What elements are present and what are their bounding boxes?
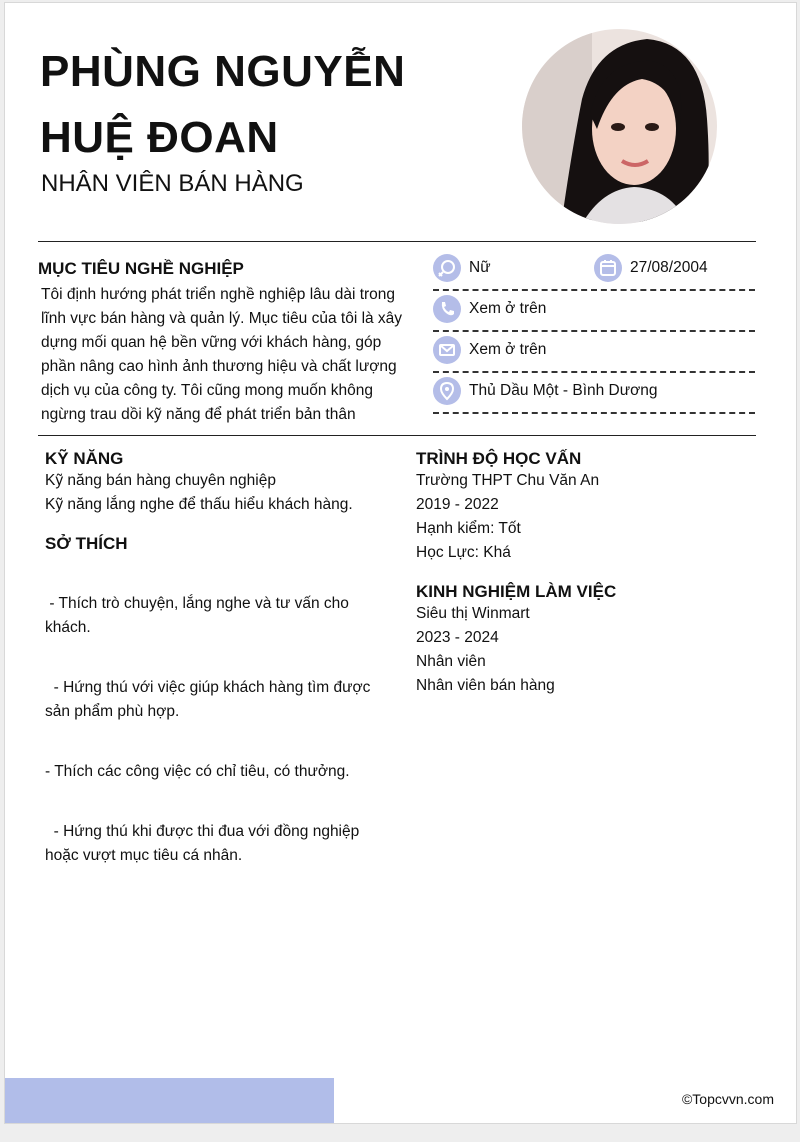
dash-2 xyxy=(433,330,755,332)
hobbies-list xyxy=(45,556,375,904)
job-title: NHÂN VIÊN BÁN HÀNG xyxy=(41,170,304,197)
experience-company: Siêu thị Winmart xyxy=(416,605,530,622)
objective-text: Tôi định hướng phát triển nghề nghiệp lâu dài trong lĩnh vực bán hàng và quản lý. Mục tiêu của tôi là xây dựng mối quan hệ bền vững với khách hàng, góp phần nâng cao hình ảnh thương hiệu và chất lượng dịch vụ của công ty. Tôi cũng mong muốn không ngừng trau dồi kỹ năng để phát triển bản thân xyxy=(41,286,403,423)
dash-1 xyxy=(433,289,755,291)
education-grade: Học Lực: Khá xyxy=(416,544,511,561)
hobby-item: - Thích các công việc có chỉ tiêu, có thưởng. xyxy=(45,763,350,780)
experience-position: Nhân viên xyxy=(416,653,486,670)
email-icon xyxy=(433,336,461,364)
education-details xyxy=(416,469,746,565)
experience-period: 2023 - 2024 xyxy=(416,629,499,646)
skills-list xyxy=(45,469,385,517)
hobbies-heading: SỞ THÍCH xyxy=(45,534,128,553)
objective-heading: MỤC TIÊU NGHỀ NGHIỆP xyxy=(38,259,244,278)
contact-email xyxy=(433,336,755,366)
experience-details xyxy=(416,602,746,698)
contact-address xyxy=(433,377,755,407)
contact-phone xyxy=(433,295,755,325)
profile-photo xyxy=(522,29,717,224)
dash-3 xyxy=(433,371,755,373)
gender-icon xyxy=(433,254,461,282)
hobby-item: - Hứng thú với việc giúp khách hàng tìm được sản phẩm phù hợp. xyxy=(45,679,375,720)
location-icon xyxy=(433,377,461,405)
address-value: Thủ Dầu Một - Bình Dương xyxy=(469,382,658,399)
divider-middle xyxy=(38,435,756,436)
calendar-icon xyxy=(594,254,622,282)
copyright-text: ©Topcvvn.com xyxy=(681,1091,774,1107)
skills-heading: KỸ NĂNG xyxy=(45,449,124,468)
birthday-value: 27/08/2004 xyxy=(630,259,708,276)
divider-top xyxy=(38,241,756,242)
education-period: 2019 - 2022 xyxy=(416,496,499,513)
experience-description: Nhân viên bán hàng xyxy=(416,677,555,694)
gender-value: Nữ xyxy=(469,259,491,276)
dash-4 xyxy=(433,412,755,414)
name-line-1: PHÙNG NGUYỄN xyxy=(40,47,406,96)
hobby-item: - Hứng thú khi được thi đua với đồng nghiệp hoặc vượt mục tiêu cá nhân. xyxy=(45,823,364,864)
candidate-name xyxy=(40,39,460,171)
profile-photo-image xyxy=(522,29,717,224)
phone-value: Xem ở trên xyxy=(469,300,547,317)
education-school: Trường THPT Chu Văn An xyxy=(416,472,600,489)
name-line-2: HUỆ ĐOAN xyxy=(40,113,279,162)
education-conduct: Hạnh kiểm: Tốt xyxy=(416,520,521,537)
experience-heading: KINH NGHIỆM LÀM VIỆC xyxy=(416,582,617,601)
contact-birthday xyxy=(594,254,754,284)
footer-bar xyxy=(5,1078,334,1123)
cv-page xyxy=(4,2,797,1124)
skill-item: Kỹ năng lắng nghe để thấu hiểu khách hàng. xyxy=(45,496,353,513)
phone-icon xyxy=(433,295,461,323)
skill-item: Kỹ năng bán hàng chuyên nghiệp xyxy=(45,472,276,489)
hobby-item: - Thích trò chuyện, lắng nghe và tư vấn cho khách. xyxy=(45,595,354,636)
email-value: Xem ở trên xyxy=(469,341,547,358)
education-heading: TRÌNH ĐỘ HỌC VẤN xyxy=(416,449,582,468)
